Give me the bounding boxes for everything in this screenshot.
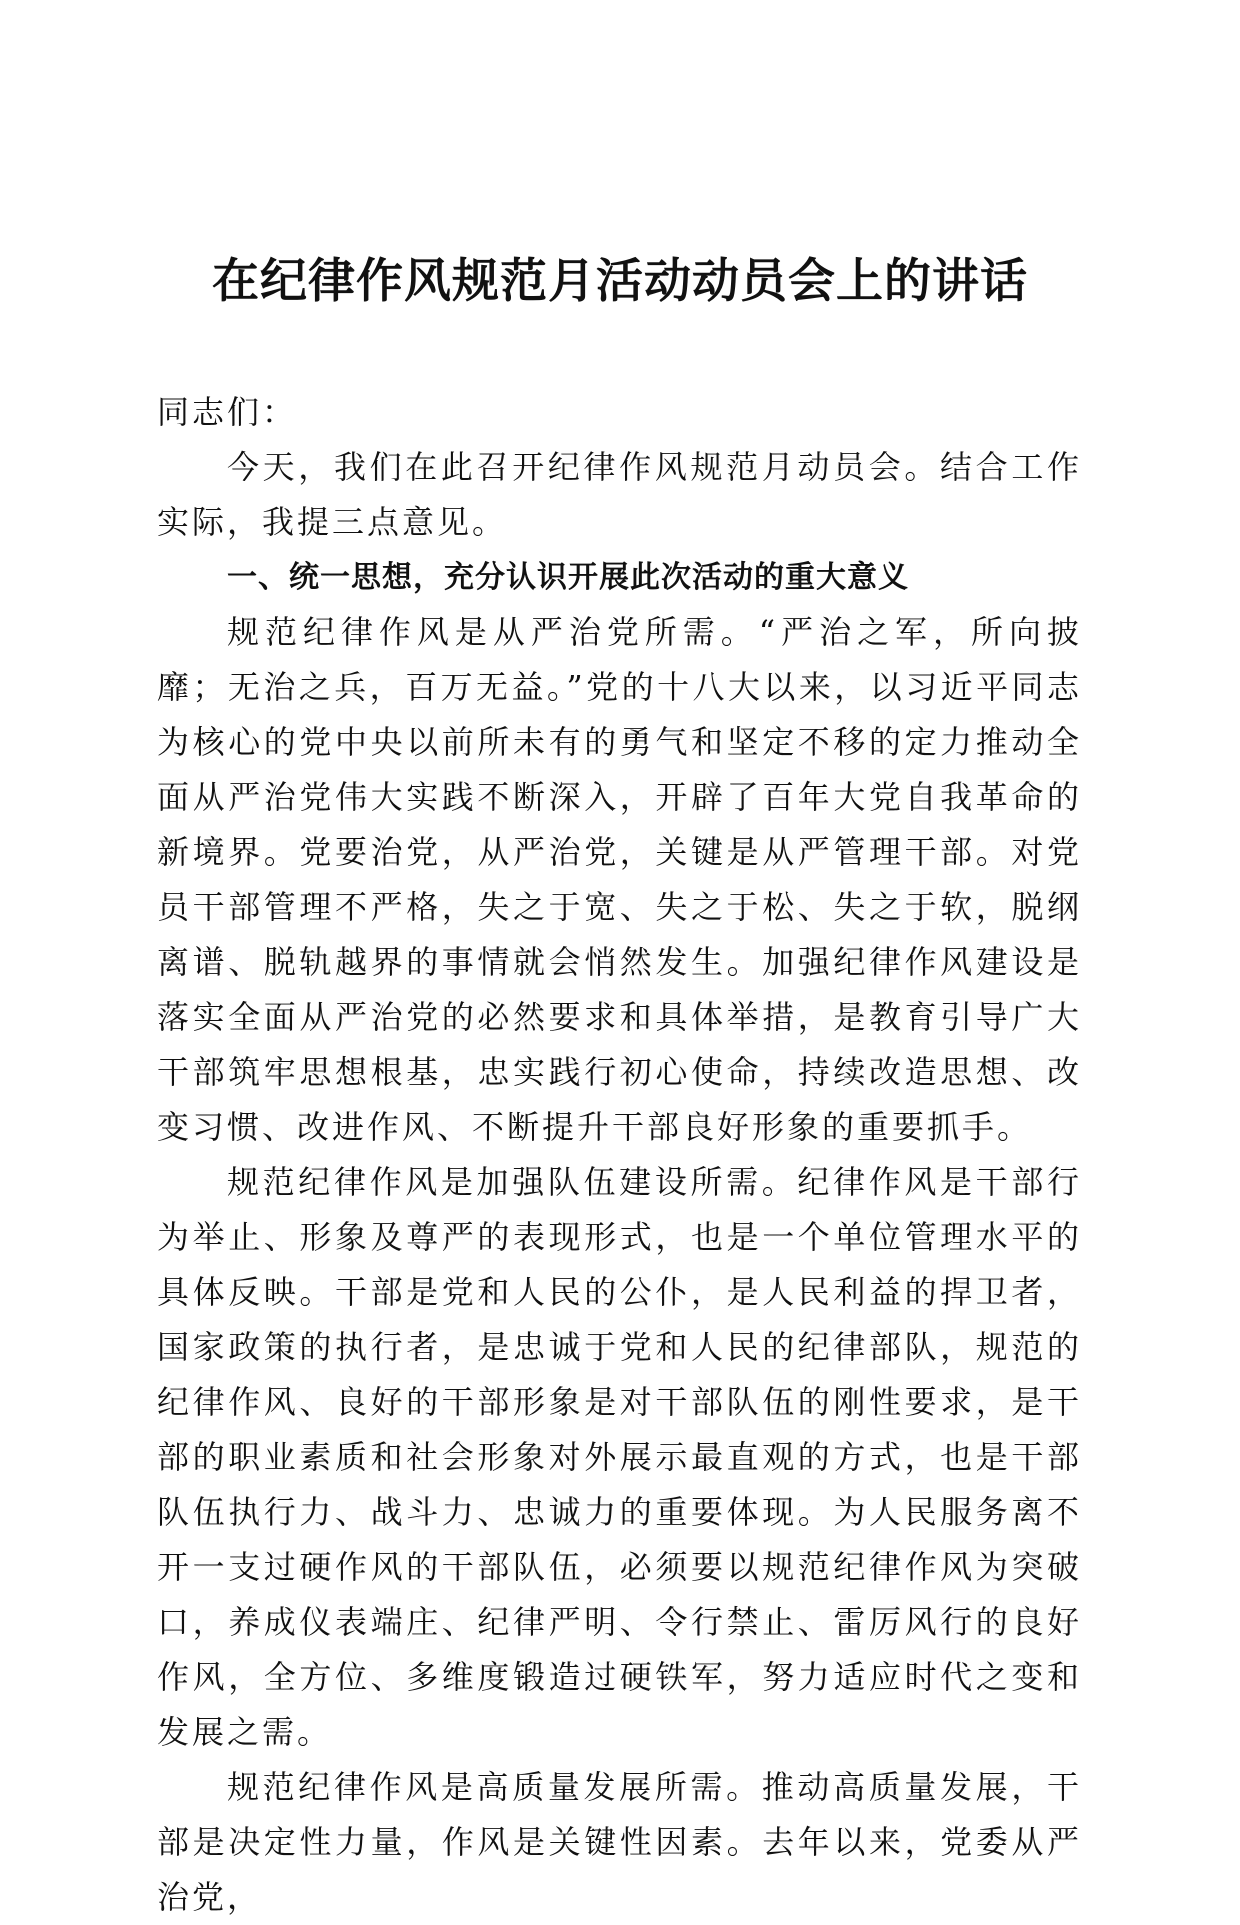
body-paragraph: 规范纪律作风是从严治党所需。“严治之军，所向披靡；无治之兵，百万无益。”党的十八大以来，以习近平同志为核心的党中央以前所未有的勇气和坚定不移的定力推动全面从严治党伟大实践不断深入，开辟了百年大党自我革命的新境界。党要治党，从严治党，关键是从严管理干部。对党员干部管理不严格，失之于宽、失之于松、失之于软，脱纲离谱、脱轨越界的事情就会悄然发生。加强纪律作风建设是落实全面从严治党的必然要求和具体举措，是教育引导广大干部筑牢思想根基，忠实践行初心使命，持续改造思想、改变习惯、改进作风、不断提升干部良好形象的重要抓手。 xyxy=(157,613,1082,1146)
body-paragraph: 规范纪律作风是加强队伍建设所需。纪律作风是干部行为举止、形象及尊严的表现形式，也是一个单位管理水平的具体反映。干部是党和人民的公仆，是人民利益的捍卫者，国家政策的执行者，是忠诚于党和人民的纪律部队，规范的纪律作风、良好的干部形象是对干部队伍的刚性要求，是干部的职业素质和社会形象对外展示最直观的方式，也是干部队伍执行力、战斗力、忠诚力的重要体现。为人民服务离不开一支过硬作风的干部队伍，必须要以规范纪律作风为突破口，养成仪表端庄、纪律严明、令行禁止、雷厉风行的良好作风，全方位、多维度锻造过硬铁军，努力适应时代之变和发展之需。 xyxy=(157,1163,1082,1751)
intro-paragraph: 今天，我们在此召开纪律作风规范月动员会。结合工作实际，我提三点意见。 xyxy=(157,448,1082,541)
section-heading: 一、统一思想，充分认识开展此次活动的重大意义 xyxy=(227,560,909,595)
document-title: 在纪律作风规范月活动动员会上的讲话 xyxy=(212,254,1028,309)
salutation: 同志们： xyxy=(157,393,298,431)
body-paragraph: 规范纪律作风是高质量发展所需。推动高质量发展，干部是决定性力量，作风是关键性因素。去年以来，党委从严治党， xyxy=(157,1768,1082,1916)
document-body xyxy=(157,385,1082,1925)
